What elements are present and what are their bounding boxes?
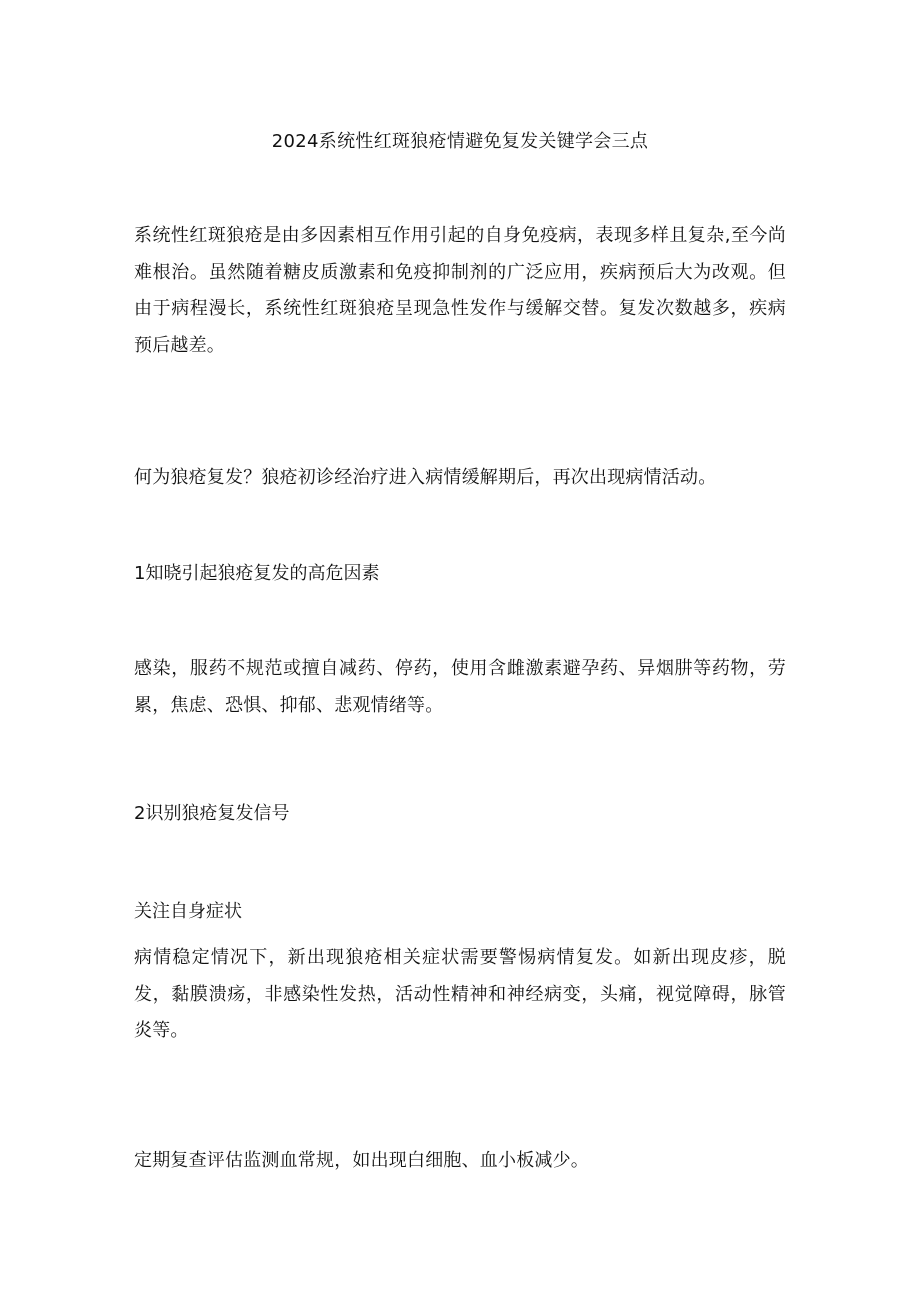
section1-body: 感染，服药不规范或擅自减药、停药，使用含雌激素避孕药、异烟肼等药物，劳累，焦虑、恐惧、抑郁、悲观情绪等。	[134, 658, 786, 716]
checkup-paragraph: 定期复查评估监测血常规，如出现白细胞、血小板减少。	[134, 1150, 589, 1171]
section2-subheading: 关注自身症状	[134, 901, 242, 922]
intro-paragraph: 系统性红斑狼疮是由多因素相互作用引起的自身免疫病，表现多样且复杂,至今尚难根治。虽然随着糖皮质激素和免疫抑制剂的广泛应用，疾病预后大为改观。但由于病程漫长，系统性红斑狼疮呈现急性发作与缓解交替。复发次数越多，疾病预后越差。	[134, 225, 786, 356]
definition-paragraph: 何为狼疮复发？狼疮初诊经治疗进入病情缓解期后，再次出现病情活动。	[134, 467, 717, 488]
section2-heading: 2识别狼疮复发信号	[134, 803, 290, 824]
section1-heading: 1知晓引起狼疮复发的高危因素	[134, 563, 380, 584]
document-title: 2024系统性红斑狼疮情避免复发关键学会三点	[271, 131, 649, 152]
section2-body: 病情稳定情况下，新出现狼疮相关症状需要警惕病情复发。如新出现皮疹，脱发，黏膜溃疡，非感染性发热，活动性精神和神经病变，头痛，视觉障碍，脉管炎等。	[134, 947, 786, 1041]
